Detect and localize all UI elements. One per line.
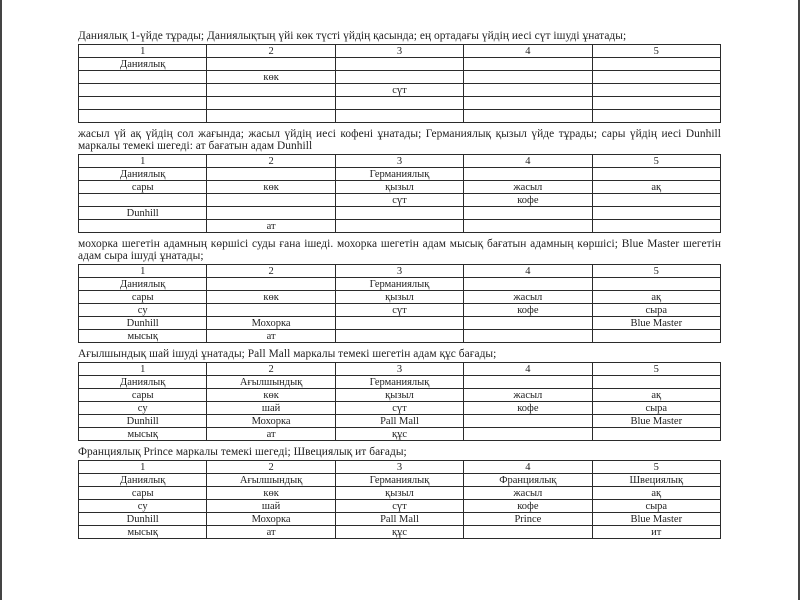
table-cell bbox=[464, 58, 592, 71]
table-cell bbox=[207, 110, 335, 123]
table-cell: Ағылшындық bbox=[207, 376, 335, 389]
table-cell: Dunhill bbox=[79, 415, 207, 428]
table-cell: 1 bbox=[79, 45, 207, 58]
table-cell: Blue Master bbox=[592, 513, 720, 526]
table-cell: қызыл bbox=[335, 181, 463, 194]
clue-paragraph-4: Ағылшындық шай ішуді ұнатады; Pall Mall маркалы темекі шегетін адам құс бағады; bbox=[78, 348, 497, 360]
table-cell: 2 bbox=[207, 265, 335, 278]
table-row bbox=[79, 487, 721, 500]
table-cell: ақ bbox=[592, 291, 720, 304]
table-cell: қызыл bbox=[335, 291, 463, 304]
table-cell: сүт bbox=[335, 84, 463, 97]
table-row bbox=[79, 181, 721, 194]
table-cell bbox=[464, 168, 592, 181]
table-cell bbox=[592, 84, 720, 97]
table-cell bbox=[592, 376, 720, 389]
table-cell bbox=[335, 97, 463, 110]
table-cell bbox=[207, 304, 335, 317]
table-cell: ат bbox=[207, 526, 335, 539]
table-row bbox=[79, 84, 721, 97]
table-cell: 4 bbox=[464, 461, 592, 474]
table-cell bbox=[592, 168, 720, 181]
table-cell bbox=[207, 58, 335, 71]
table-cell bbox=[207, 207, 335, 220]
table-row bbox=[79, 207, 721, 220]
table-cell: жасыл bbox=[464, 487, 592, 500]
table-row bbox=[79, 110, 721, 123]
table-cell: 3 bbox=[335, 461, 463, 474]
table-row bbox=[79, 58, 721, 71]
table-cell: сыра bbox=[592, 500, 720, 513]
table-cell: кофе bbox=[464, 304, 592, 317]
table-cell: ақ bbox=[592, 389, 720, 402]
table-cell bbox=[464, 207, 592, 220]
table-cell bbox=[335, 207, 463, 220]
table-row bbox=[79, 278, 721, 291]
table-cell: көк bbox=[207, 291, 335, 304]
table-cell: 3 bbox=[335, 155, 463, 168]
table-cell: Pall Mall bbox=[335, 513, 463, 526]
table-cell bbox=[335, 330, 463, 343]
table-cell: су bbox=[79, 402, 207, 415]
table-cell bbox=[207, 97, 335, 110]
table-row bbox=[79, 330, 721, 343]
table-cell bbox=[464, 428, 592, 441]
table-row-header bbox=[79, 155, 721, 168]
table-cell bbox=[207, 194, 335, 207]
table-row bbox=[79, 500, 721, 513]
table-row-header bbox=[79, 265, 721, 278]
table-cell: Blue Master bbox=[592, 317, 720, 330]
table-cell bbox=[464, 71, 592, 84]
table-cell bbox=[464, 110, 592, 123]
table-cell: Швециялық bbox=[592, 474, 720, 487]
table-cell: Ағылшындық bbox=[207, 474, 335, 487]
table-row bbox=[79, 317, 721, 330]
table-cell: сары bbox=[79, 291, 207, 304]
table-cell: қызыл bbox=[335, 389, 463, 402]
puzzle-table-4 bbox=[78, 362, 721, 441]
table-cell: мысық bbox=[79, 428, 207, 441]
table-cell bbox=[464, 278, 592, 291]
table-cell bbox=[79, 110, 207, 123]
table-cell: 3 bbox=[335, 363, 463, 376]
table-cell: Мохорка bbox=[207, 415, 335, 428]
table-cell bbox=[464, 317, 592, 330]
table-cell: 3 bbox=[335, 45, 463, 58]
table-cell: 4 bbox=[464, 265, 592, 278]
table-cell: Германиялық bbox=[335, 278, 463, 291]
table-cell: Франциялық bbox=[464, 474, 592, 487]
table-cell: жасыл bbox=[464, 291, 592, 304]
table-cell bbox=[79, 97, 207, 110]
table-cell bbox=[592, 194, 720, 207]
table-cell bbox=[79, 194, 207, 207]
table-cell: сүт bbox=[335, 500, 463, 513]
table-cell bbox=[79, 71, 207, 84]
table-cell: кофе bbox=[464, 500, 592, 513]
table-cell: Даниялық bbox=[79, 376, 207, 389]
table-cell: көк bbox=[207, 71, 335, 84]
table-cell bbox=[592, 278, 720, 291]
table-cell: су bbox=[79, 500, 207, 513]
table-cell: кофе bbox=[464, 194, 592, 207]
table-cell: көк bbox=[207, 181, 335, 194]
puzzle-table-2 bbox=[78, 154, 721, 233]
table-cell: ақ bbox=[592, 487, 720, 500]
table-cell: 4 bbox=[464, 45, 592, 58]
table-cell bbox=[464, 220, 592, 233]
table-cell bbox=[207, 278, 335, 291]
table-cell: жасыл bbox=[464, 181, 592, 194]
table-cell: Dunhill bbox=[79, 207, 207, 220]
table-row bbox=[79, 71, 721, 84]
table-cell bbox=[592, 110, 720, 123]
table-cell: шай bbox=[207, 500, 335, 513]
table-row bbox=[79, 415, 721, 428]
table-cell: 4 bbox=[464, 155, 592, 168]
table-cell: Dunhill bbox=[79, 513, 207, 526]
table-cell: сары bbox=[79, 389, 207, 402]
table-cell bbox=[335, 110, 463, 123]
table-cell: Даниялық bbox=[79, 58, 207, 71]
table-cell: су bbox=[79, 304, 207, 317]
table-cell bbox=[592, 58, 720, 71]
table-cell: Даниялық bbox=[79, 168, 207, 181]
table-cell: Blue Master bbox=[592, 415, 720, 428]
table-cell: Даниялық bbox=[79, 474, 207, 487]
table-row bbox=[79, 428, 721, 441]
table-cell: құс bbox=[335, 428, 463, 441]
table-row bbox=[79, 194, 721, 207]
table-cell: сары bbox=[79, 181, 207, 194]
table-cell bbox=[464, 415, 592, 428]
table-cell: 2 bbox=[207, 461, 335, 474]
clue-paragraph-2: жасыл үй ақ үйдің сол жағында; жасыл үйдің иесі кофені ұнатады; Германиялық қызыл үйде тұрады; сары үйдің иесі Dunhill маркалы темекі шегеді: ат бағатын адам Dunhill bbox=[78, 128, 721, 152]
table-cell: 5 bbox=[592, 45, 720, 58]
table-cell bbox=[464, 526, 592, 539]
table-cell bbox=[592, 97, 720, 110]
table-cell: сүт bbox=[335, 402, 463, 415]
table-cell: Германиялық bbox=[335, 168, 463, 181]
table-cell bbox=[464, 97, 592, 110]
table-cell: 1 bbox=[79, 155, 207, 168]
table-cell bbox=[207, 168, 335, 181]
table-cell: көк bbox=[207, 389, 335, 402]
table-cell bbox=[335, 58, 463, 71]
table-cell bbox=[464, 330, 592, 343]
table-cell: көк bbox=[207, 487, 335, 500]
table-row bbox=[79, 97, 721, 110]
table-cell: 2 bbox=[207, 363, 335, 376]
table-row bbox=[79, 291, 721, 304]
table-cell: Pall Mall bbox=[335, 415, 463, 428]
table-cell: ат bbox=[207, 428, 335, 441]
table-cell bbox=[464, 84, 592, 97]
table-row bbox=[79, 304, 721, 317]
table-cell: 5 bbox=[592, 155, 720, 168]
table-cell: Даниялық bbox=[79, 278, 207, 291]
table-row bbox=[79, 389, 721, 402]
table-row bbox=[79, 474, 721, 487]
table-cell: 5 bbox=[592, 363, 720, 376]
table-cell: ақ bbox=[592, 181, 720, 194]
table-cell: 1 bbox=[79, 265, 207, 278]
table-cell bbox=[592, 220, 720, 233]
table-cell: қызыл bbox=[335, 487, 463, 500]
table-cell: Германиялық bbox=[335, 376, 463, 389]
table-row-header bbox=[79, 461, 721, 474]
table-row bbox=[79, 376, 721, 389]
table-cell bbox=[592, 428, 720, 441]
table-cell bbox=[335, 71, 463, 84]
table-cell bbox=[592, 207, 720, 220]
table-cell: 1 bbox=[79, 461, 207, 474]
table-row bbox=[79, 526, 721, 539]
table-cell: кофе bbox=[464, 402, 592, 415]
table-cell bbox=[592, 71, 720, 84]
table-cell: 5 bbox=[592, 265, 720, 278]
table-cell: сүт bbox=[335, 304, 463, 317]
table-cell: ит bbox=[592, 526, 720, 539]
table-cell: Мохорка bbox=[207, 317, 335, 330]
table-cell: 2 bbox=[207, 155, 335, 168]
clue-paragraph-5: Франциялық Prince маркалы темекі шегеді; Швециялық ит бағады; bbox=[78, 446, 407, 458]
puzzle-table-5 bbox=[78, 460, 721, 539]
table-cell: мысық bbox=[79, 526, 207, 539]
table-cell: мысық bbox=[79, 330, 207, 343]
table-row bbox=[79, 402, 721, 415]
table-cell bbox=[335, 220, 463, 233]
table-cell bbox=[79, 220, 207, 233]
table-cell: ат bbox=[207, 220, 335, 233]
table-row bbox=[79, 513, 721, 526]
puzzle-table-3 bbox=[78, 264, 721, 343]
table-cell: 4 bbox=[464, 363, 592, 376]
table-cell: сыра bbox=[592, 402, 720, 415]
table-cell: шай bbox=[207, 402, 335, 415]
page-border-left bbox=[0, 0, 2, 600]
table-cell: ат bbox=[207, 330, 335, 343]
table-cell: сары bbox=[79, 487, 207, 500]
table-row bbox=[79, 220, 721, 233]
table-cell bbox=[464, 376, 592, 389]
table-cell bbox=[335, 317, 463, 330]
table-cell: Германиялық bbox=[335, 474, 463, 487]
table-cell: 1 bbox=[79, 363, 207, 376]
table-cell: 3 bbox=[335, 265, 463, 278]
table-cell: сүт bbox=[335, 194, 463, 207]
table-cell: 5 bbox=[592, 461, 720, 474]
puzzle-table-1 bbox=[78, 44, 721, 123]
table-cell bbox=[207, 84, 335, 97]
table-cell bbox=[79, 84, 207, 97]
table-cell bbox=[592, 330, 720, 343]
clue-paragraph-1: Даниялық 1-үйде тұрады; Даниялықтың үйі көк түсті үйдің қасында; ең ортадағы үйдің иесі сүт ішуді ұнатады; bbox=[78, 30, 627, 42]
table-cell: сыра bbox=[592, 304, 720, 317]
document-page bbox=[78, 30, 721, 544]
table-row-header bbox=[79, 363, 721, 376]
table-cell: Dunhill bbox=[79, 317, 207, 330]
table-cell: жасыл bbox=[464, 389, 592, 402]
table-row bbox=[79, 168, 721, 181]
clue-paragraph-3: мохорка шегетін адамның көршісі суды ғана ішеді. мохорка шегетін адам мысық бағатын адамның көршісі; Blue Master шегетін адам сыра ішуді ұнатады; bbox=[78, 238, 721, 262]
table-cell: Prince bbox=[464, 513, 592, 526]
table-row-header bbox=[79, 45, 721, 58]
table-cell: құс bbox=[335, 526, 463, 539]
table-cell: Мохорка bbox=[207, 513, 335, 526]
table-cell: 2 bbox=[207, 45, 335, 58]
